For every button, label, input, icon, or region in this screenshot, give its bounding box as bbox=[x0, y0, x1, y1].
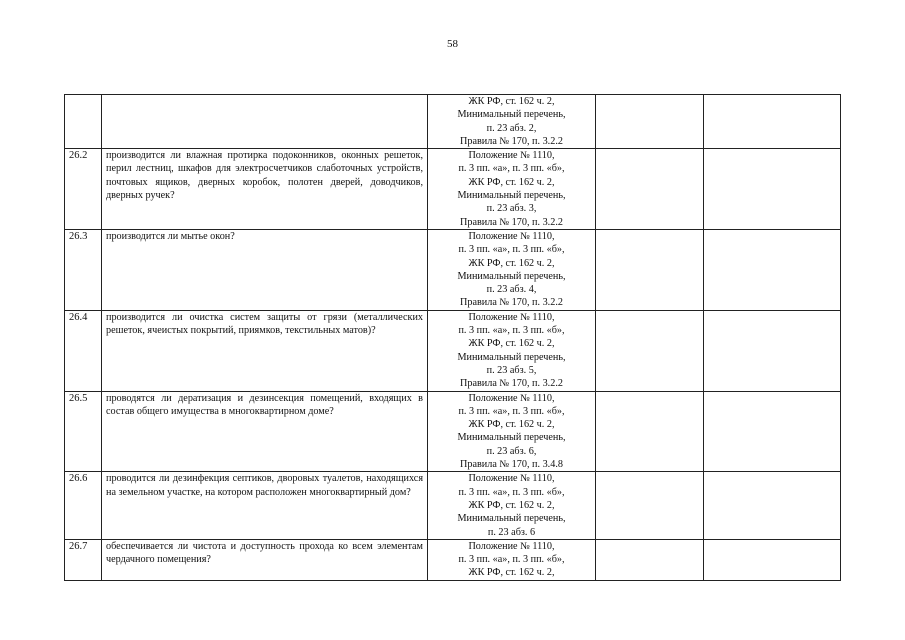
reference-line: Минимальный перечень, bbox=[457, 270, 566, 282]
answer-cell bbox=[596, 149, 704, 230]
reference-line: Минимальный перечень, bbox=[457, 190, 566, 202]
checklist-table bbox=[64, 94, 841, 581]
legal-reference bbox=[428, 539, 596, 580]
answer-cell bbox=[596, 472, 704, 539]
reference-line: ЖК РФ, ст. 162 ч. 2, bbox=[468, 338, 555, 350]
checklist-body bbox=[65, 95, 841, 581]
note-cell bbox=[704, 391, 841, 472]
reference-line: ЖК РФ, ст. 162 ч. 2, bbox=[468, 419, 555, 431]
page-number: 58 bbox=[447, 38, 458, 50]
question-text: проводится ли дезинфекция септиков, дворовых туалетов, находящихся на земельном участке, на котором расположен многоквартирный дом? bbox=[102, 472, 428, 539]
reference-line: ЖК РФ, ст. 162 ч. 2, bbox=[468, 176, 555, 188]
note-cell bbox=[704, 95, 841, 149]
reference-line: п. 23 абз. 4, bbox=[486, 284, 537, 296]
reference-line: ЖК РФ, ст. 162 ч. 2, bbox=[468, 499, 555, 511]
note-cell bbox=[704, 149, 841, 230]
question-text: производится ли влажная протирка подоконников, оконных решеток, перил лестниц, шкафов для электросчетчиков слаботочных устройств, почтовых ящиков, дверных коробок, полотен дверей, доводчиков, дверных ручек? bbox=[102, 149, 428, 230]
legal-reference bbox=[428, 149, 596, 230]
table-row bbox=[65, 95, 841, 149]
item-number: 26.3 bbox=[65, 229, 102, 310]
reference-line: Положение № 1110, bbox=[468, 230, 555, 242]
reference-line: п. 3 пп. «а», п. 3 пп. «б», bbox=[458, 325, 565, 337]
table-row bbox=[65, 229, 841, 310]
reference-line: Минимальный перечень, bbox=[457, 351, 566, 363]
reference-line: Правила № 170, п. 3.2.2 bbox=[460, 297, 563, 309]
answer-cell bbox=[596, 229, 704, 310]
reference-line: Правила № 170, п. 3.2.2 bbox=[460, 378, 563, 390]
reference-line: п. 23 абз. 5, bbox=[486, 364, 537, 376]
reference-line: п. 3 пп. «а», п. 3 пп. «б», bbox=[458, 163, 565, 175]
reference-line: Правила № 170, п. 3.2.2 bbox=[460, 216, 563, 228]
note-cell bbox=[704, 472, 841, 539]
note-cell bbox=[704, 229, 841, 310]
reference-line: Минимальный перечень, bbox=[457, 513, 566, 525]
item-number bbox=[65, 95, 102, 149]
answer-cell bbox=[596, 539, 704, 580]
item-number: 26.7 bbox=[65, 539, 102, 580]
table-row bbox=[65, 310, 841, 391]
reference-line: Минимальный перечень, bbox=[457, 432, 566, 444]
reference-line: п. 3 пп. «а», п. 3 пп. «б», bbox=[458, 486, 565, 498]
reference-line: п. 3 пп. «а», п. 3 пп. «б», bbox=[458, 405, 565, 417]
item-number: 26.5 bbox=[65, 391, 102, 472]
reference-line: Положение № 1110, bbox=[468, 311, 555, 323]
reference-line: Положение № 1110, bbox=[468, 540, 555, 552]
table-row bbox=[65, 539, 841, 580]
legal-reference bbox=[428, 310, 596, 391]
reference-line: ЖК РФ, ст. 162 ч. 2, bbox=[468, 257, 555, 269]
table-row bbox=[65, 391, 841, 472]
reference-line: Положение № 1110, bbox=[468, 392, 555, 404]
answer-cell bbox=[596, 391, 704, 472]
question-text bbox=[102, 95, 428, 149]
legal-reference bbox=[428, 391, 596, 472]
reference-line: п. 23 абз. 6 bbox=[487, 526, 536, 538]
reference-line: ЖК РФ, ст. 162 ч. 2, bbox=[468, 96, 555, 107]
reference-line: Положение № 1110, bbox=[468, 473, 555, 485]
note-cell bbox=[704, 310, 841, 391]
question-text: производится ли очистка систем защиты от грязи (металлических решеток, ячеистых покрытий, приямков, текстильных матов)? bbox=[102, 310, 428, 391]
reference-line: Минимальный перечень, bbox=[457, 109, 566, 121]
note-cell bbox=[704, 539, 841, 580]
reference-line: п. 23 абз. 3, bbox=[486, 203, 537, 215]
reference-line: п. 23 абз. 6, bbox=[486, 445, 537, 457]
question-text: проводятся ли дератизация и дезинсекция помещений, входящих в состав общего имущества в многоквартирном доме? bbox=[102, 391, 428, 472]
answer-cell bbox=[596, 95, 704, 149]
reference-line: Правила № 170, п. 3.2.2 bbox=[460, 135, 563, 147]
reference-line: Положение № 1110, bbox=[468, 150, 555, 162]
item-number: 26.4 bbox=[65, 310, 102, 391]
reference-line: Правила № 170, п. 3.4.8 bbox=[460, 459, 563, 471]
table-row bbox=[65, 149, 841, 230]
legal-reference bbox=[428, 472, 596, 539]
reference-line: п. 23 абз. 2, bbox=[486, 122, 537, 134]
answer-cell bbox=[596, 310, 704, 391]
question-text: обеспечивается ли чистота и доступность прохода ко всем элементам чердачного помещения? bbox=[102, 539, 428, 580]
legal-reference bbox=[428, 229, 596, 310]
table-row bbox=[65, 472, 841, 539]
item-number: 26.2 bbox=[65, 149, 102, 230]
legal-reference bbox=[428, 95, 596, 149]
reference-line: п. 3 пп. «а», п. 3 пп. «б», bbox=[458, 554, 565, 566]
item-number: 26.6 bbox=[65, 472, 102, 539]
reference-line: п. 3 пп. «а», п. 3 пп. «б», bbox=[458, 244, 565, 256]
question-text: производится ли мытье окон? bbox=[102, 229, 428, 310]
reference-line: ЖК РФ, ст. 162 ч. 2, bbox=[468, 567, 555, 579]
